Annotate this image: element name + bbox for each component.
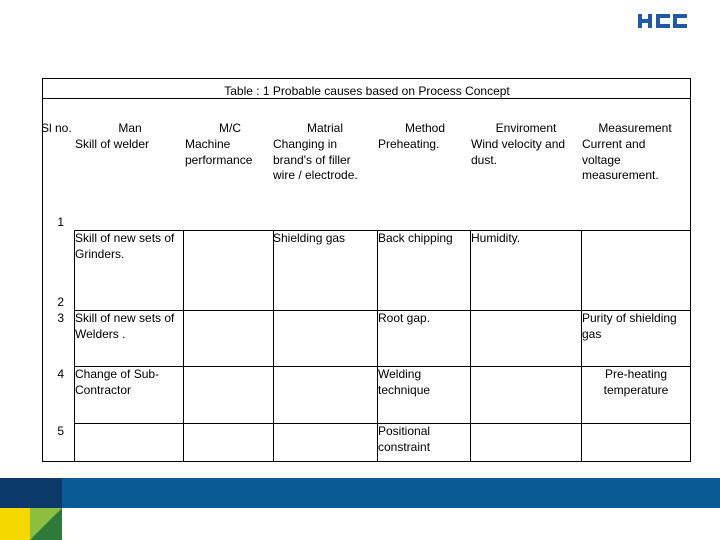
row-1-matrial-line: wire / electrode. xyxy=(273,168,358,182)
row-1-enviroment xyxy=(471,137,565,168)
row-1-sl: 1 xyxy=(57,215,64,229)
row-2-method xyxy=(378,231,453,247)
row-5-method xyxy=(378,424,430,455)
row-1-measurement-line: measurement. xyxy=(582,168,659,182)
header-method: Method xyxy=(404,121,446,135)
row-1-measurement-line: voltage xyxy=(582,152,621,167)
row-2-man xyxy=(75,231,174,262)
row-4-method-line: Welding xyxy=(378,367,422,381)
row-1-method-line: Preheating. xyxy=(378,137,440,151)
row-3-man-line: Skill of new sets of xyxy=(75,311,175,325)
row-4-man-line: Contractor xyxy=(75,382,132,397)
row-2-matrial-line: Shielding gas xyxy=(273,231,346,245)
row-3-sl: 3 xyxy=(57,311,64,325)
row-4-man xyxy=(75,367,159,398)
row-1-matrial-line: Changing in xyxy=(273,137,338,151)
header-matrial: Matrial xyxy=(306,121,343,135)
row-5-sl: 5 xyxy=(57,424,64,438)
row-1-matrial-line: brand's of filler xyxy=(273,152,351,167)
row-4-measurement-line: temperature xyxy=(603,382,669,397)
row-3-method-line: Root gap. xyxy=(378,311,431,325)
header-measurement: Measurement xyxy=(598,121,672,135)
row-3-measurement xyxy=(582,311,677,342)
row-4-method xyxy=(378,367,430,398)
table-title: Table : 1 Probable causes based on Process Concept xyxy=(224,84,510,98)
row-5-method-line: Positional xyxy=(378,424,431,438)
row-3-measurement-line: gas xyxy=(582,326,602,341)
row-4-sl: 4 xyxy=(57,367,64,381)
row-1-enviroment-line: dust. xyxy=(471,152,498,167)
row-1-matrial xyxy=(273,137,358,184)
row-3-man-line: Welders . xyxy=(75,326,126,341)
row-2-method-line: Back chipping xyxy=(378,231,453,245)
row-4-measurement-line: Pre-heating xyxy=(604,367,668,381)
row-3-man xyxy=(75,311,174,342)
footer-dark-square xyxy=(0,478,30,508)
header-sl-no: Sl no. xyxy=(41,121,72,135)
row-1-method xyxy=(378,137,439,153)
row-3-measurement-line: Purity of shielding xyxy=(582,311,677,325)
row-2-sl: 2 xyxy=(57,295,64,309)
footer-band xyxy=(0,478,720,540)
header-mc: M/C xyxy=(219,121,241,135)
row-2-man-line: Skill of new sets of xyxy=(75,231,175,245)
row-1-measurement-line: Current and xyxy=(582,137,646,151)
header-enviroment: Enviroment xyxy=(495,121,557,135)
row-4-man-line: Change of Sub- xyxy=(75,367,160,381)
row-3-method xyxy=(378,311,430,327)
row-1-enviroment-line: Wind velocity and xyxy=(471,137,566,151)
header-man: Man xyxy=(118,121,142,135)
row-1-measurement xyxy=(582,137,659,184)
footer-yellow-square xyxy=(0,508,30,540)
row-2-enviroment-line: Humidity. xyxy=(471,231,521,245)
row-4-method-line: technique xyxy=(378,382,431,397)
row-1-man-line: Skill of welder xyxy=(75,137,150,151)
row-1-mc xyxy=(185,137,252,168)
row-5-method-line: constraint xyxy=(378,439,431,454)
row-1-mc-line: Machine xyxy=(185,137,231,151)
footer-dark-square-2 xyxy=(30,478,62,508)
footer-blue-stripe xyxy=(0,478,720,508)
row-2-enviroment xyxy=(471,231,520,247)
row-2-matrial xyxy=(273,231,345,247)
row-2-man-line: Grinders. xyxy=(75,246,125,261)
row-4-measurement xyxy=(583,367,689,398)
hcc-logo xyxy=(638,14,688,28)
row-1-man xyxy=(75,137,149,153)
row-1-mc-line: performance xyxy=(185,152,253,167)
